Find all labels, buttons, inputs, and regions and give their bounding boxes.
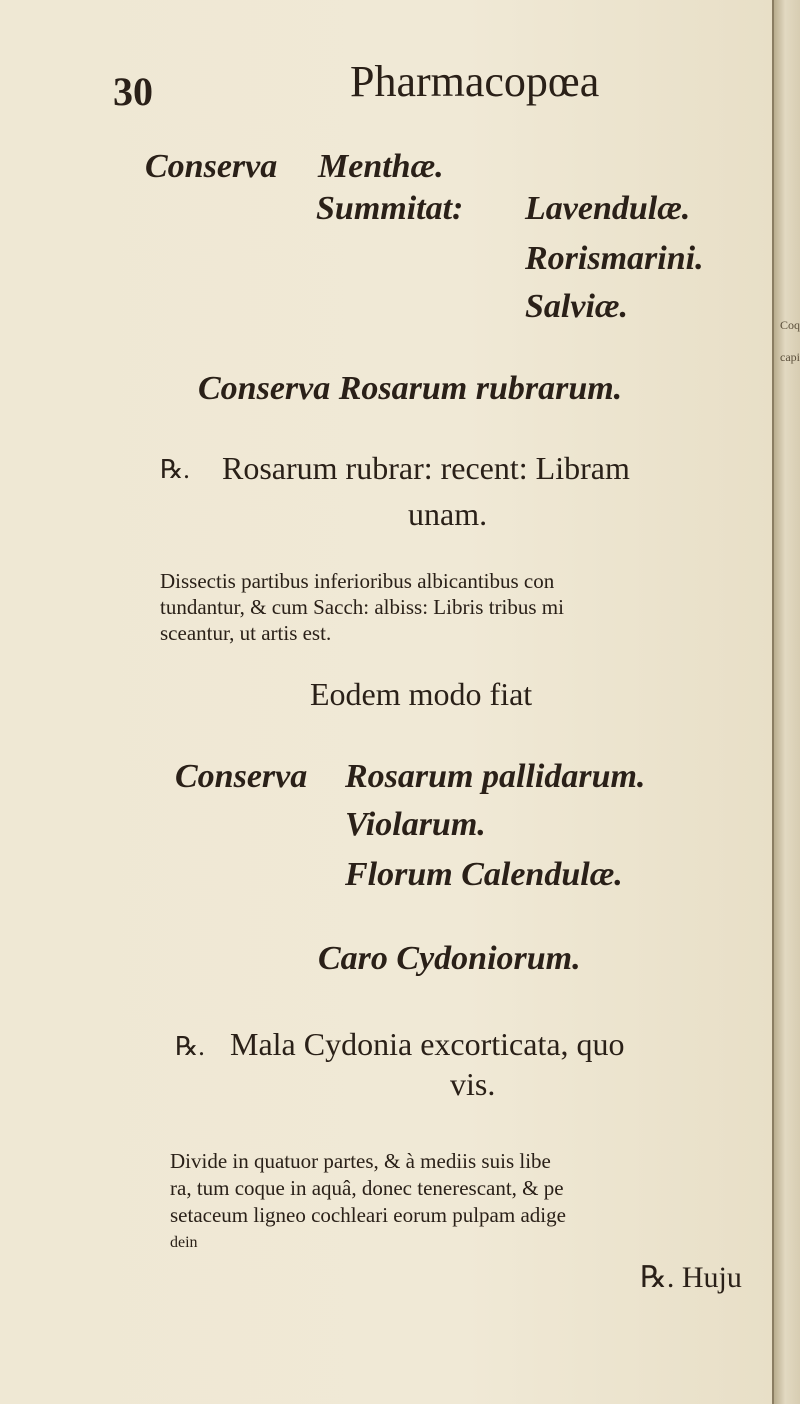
instruction-line: ra, tum coque in aquâ, donec tenerescant, & pe bbox=[170, 1176, 564, 1200]
section1-title-word2: Menthæ. bbox=[318, 148, 444, 185]
section2-rx-line2: unam. bbox=[408, 496, 488, 532]
section4-rx-line2: vis. bbox=[450, 1066, 496, 1102]
section3-title-word1: Conserva bbox=[175, 758, 308, 795]
section4-rx-line1: Mala Cydonia excorticata, quo bbox=[230, 1026, 625, 1062]
section1-sub-item: Salviæ. bbox=[525, 288, 628, 325]
section3-item: Florum Calendulæ. bbox=[345, 856, 623, 893]
section1-sub-prefix: Summitat: bbox=[316, 190, 464, 227]
section2-same-way: Eodem modo fiat bbox=[310, 676, 533, 712]
instruction-line: sceantur, ut artis est. bbox=[160, 621, 332, 645]
page-gutter bbox=[772, 0, 800, 1404]
section2-instruction bbox=[160, 568, 564, 646]
gutter-fragment: capi bbox=[780, 350, 800, 364]
gutter-fragment: Coq bbox=[780, 318, 800, 332]
recipe-symbol: ℞. bbox=[160, 455, 190, 484]
section3-item: Rosarum pallidarum. bbox=[345, 758, 646, 795]
section2-rx-line1: Rosarum rubrar: recent: Libram bbox=[222, 450, 630, 486]
recipe-symbol: ℞. bbox=[175, 1032, 205, 1061]
running-head: Pharmacopœa bbox=[350, 57, 600, 106]
section1-title-word1: Conserva bbox=[145, 148, 278, 185]
section4-title: Caro Cydoniorum. bbox=[318, 940, 581, 977]
section2-title: Conserva Rosarum rubrarum. bbox=[198, 370, 623, 407]
instruction-line: Dissectis partibus inferioribus albicantibus con bbox=[160, 569, 555, 593]
instruction-line: tundantur, & cum Sacch: albiss: Libris tribus mi bbox=[160, 595, 564, 619]
instruction-line: setaceum ligneo cochleari eorum pulpam adige bbox=[170, 1203, 566, 1227]
section3-item: Violarum. bbox=[345, 806, 486, 843]
page-number: 30 bbox=[113, 69, 153, 114]
instruction-line: Divide in quatuor partes, & à mediis suis libe bbox=[170, 1149, 551, 1173]
catchword: ℞. Huju bbox=[640, 1261, 742, 1294]
section1-sub-item: Lavendulæ. bbox=[525, 190, 691, 227]
instruction-line: dein bbox=[170, 1234, 198, 1251]
section1-sub-item: Rorismarini. bbox=[525, 240, 704, 277]
section4-instruction bbox=[170, 1148, 566, 1256]
